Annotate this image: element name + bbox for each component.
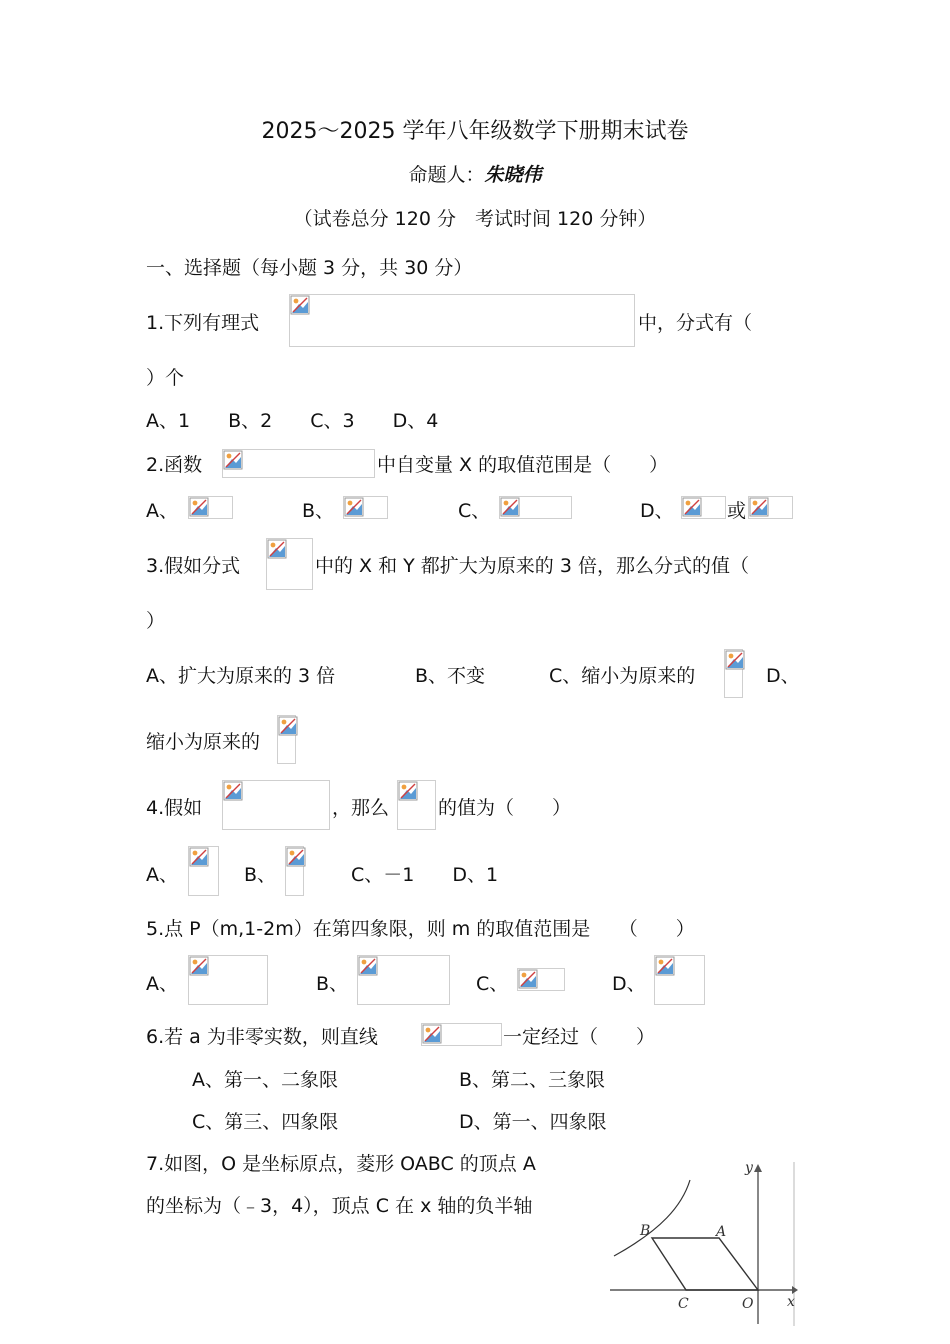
- formula-image: [517, 968, 565, 991]
- broken-image-icon: [189, 847, 209, 867]
- q6-option-c: C、第三、四象限: [192, 1111, 339, 1133]
- formula-image: [681, 496, 726, 519]
- rhombus-figure: [606, 1158, 798, 1326]
- q3-stem-start: 3.假如分式: [146, 555, 241, 577]
- formula-image: [421, 1023, 502, 1046]
- q2-stem-start: 2.函数: [146, 454, 203, 476]
- q2-stem-end: 中自变量 X 的取值范围是（ ）: [377, 454, 669, 476]
- broken-image-icon: [286, 847, 306, 867]
- q1-stem-start: 1.下列有理式: [146, 312, 260, 334]
- q4-stem-mid: ，那么: [332, 797, 390, 819]
- formula-image: [188, 846, 219, 896]
- formula-image: [499, 496, 572, 519]
- q4-option-b: B、: [244, 864, 277, 886]
- formula-image: [724, 649, 743, 698]
- section-heading: 一、选择题（每小题 3 分，共 30 分）: [146, 257, 473, 279]
- q3-stem-end: 中的 X 和 Y 都扩大为原来的 3 倍，那么分式的值（: [315, 555, 749, 577]
- formula-image: [289, 294, 635, 347]
- vertex-c-label: C: [678, 1296, 689, 1312]
- formula-image: [277, 715, 296, 764]
- formula-image: [222, 780, 330, 830]
- q1-options: A、1 B、2 C、3 D、4: [146, 410, 439, 432]
- q2-option-a: A、: [146, 500, 178, 522]
- author-label: 命题人：: [408, 164, 485, 186]
- formula-image: [397, 780, 436, 830]
- q5-option-a: A、: [146, 973, 178, 995]
- q6-option-d: D、第一、四象限: [459, 1111, 607, 1133]
- q7-line-1: 7.如图，O 是坐标原点，菱形 OABC 的顶点 A: [146, 1153, 536, 1175]
- broken-image-icon: [189, 497, 209, 517]
- q5-option-b: B、: [316, 973, 349, 995]
- broken-image-icon: [422, 1024, 442, 1044]
- q7-line-2: 的坐标为（﹣3，4），顶点 C 在 x 轴的负半轴: [146, 1195, 533, 1217]
- broken-image-icon: [655, 956, 675, 976]
- formula-image: [748, 496, 793, 519]
- q2-option-c: C、: [458, 500, 491, 522]
- broken-image-icon: [725, 650, 745, 670]
- q1-stem-end: 中，分式有（: [638, 312, 753, 334]
- broken-image-icon: [358, 956, 378, 976]
- formula-image: [188, 496, 233, 519]
- exam-info: （试卷总分 120 分 考试时间 120 分钟）: [293, 208, 657, 230]
- broken-image-icon: [223, 450, 243, 470]
- vertex-b-label: B: [640, 1223, 651, 1239]
- q5-stem: 5.点 P（m,1-2m）在第四象限，则 m 的取值范围是 （ ）: [146, 918, 695, 940]
- formula-image: [222, 449, 375, 478]
- broken-image-icon: [267, 539, 287, 559]
- q6-stem-start: 6.若 a 为非零实数，则直线: [146, 1026, 378, 1048]
- broken-image-icon: [189, 956, 209, 976]
- formula-image: [285, 846, 304, 896]
- q3-option-a: A、扩大为原来的 3 倍: [146, 665, 336, 687]
- broken-image-icon: [290, 295, 310, 315]
- q4-stem-end: 的值为（ ）: [438, 797, 572, 819]
- q4-stem-start: 4.假如: [146, 797, 203, 819]
- q3-option-d: D、: [766, 665, 800, 687]
- q3-option-d-text: 缩小为原来的: [146, 731, 261, 753]
- q2-option-d: D、: [640, 500, 674, 522]
- formula-image: [343, 496, 388, 519]
- q3-stem-tail: ）: [146, 610, 166, 632]
- author-line: [0, 163, 950, 187]
- broken-image-icon: [278, 716, 298, 736]
- broken-image-icon: [518, 969, 538, 989]
- q4-option-a: A、: [146, 864, 178, 886]
- q5-option-d: D、: [612, 973, 646, 995]
- broken-image-icon: [344, 497, 364, 517]
- q4-options-cd: C、－1 D、1: [351, 864, 499, 886]
- q6-option-a: A、第一、二象限: [192, 1069, 338, 1091]
- broken-image-icon: [749, 497, 769, 517]
- vertex-a-label: A: [716, 1224, 727, 1240]
- q2-option-b: B、: [302, 500, 335, 522]
- q5-option-c: C、: [476, 973, 509, 995]
- q6-option-b: B、第二、三象限: [459, 1069, 606, 1091]
- q1-stem-tail: ）个: [146, 367, 185, 389]
- x-axis-label: x: [787, 1294, 795, 1310]
- q3-option-b: B、不变: [415, 665, 486, 687]
- formula-image: [654, 955, 705, 1005]
- formula-image: [357, 955, 450, 1005]
- broken-image-icon: [398, 781, 418, 801]
- y-axis-label: y: [745, 1160, 753, 1176]
- formula-image: [188, 955, 268, 1005]
- page-title: 2025～2025 学年八年级数学下册期末试卷: [261, 119, 689, 144]
- formula-image: [266, 538, 313, 590]
- broken-image-icon: [500, 497, 520, 517]
- broken-image-icon: [682, 497, 702, 517]
- broken-image-icon: [223, 781, 243, 801]
- origin-label: O: [742, 1296, 754, 1312]
- q3-option-c: C、缩小为原来的: [549, 665, 696, 687]
- q6-stem-end: 一定经过（ ）: [503, 1026, 656, 1048]
- q2-option-or: 或: [727, 500, 747, 522]
- author-name: 朱晓伟: [484, 164, 542, 186]
